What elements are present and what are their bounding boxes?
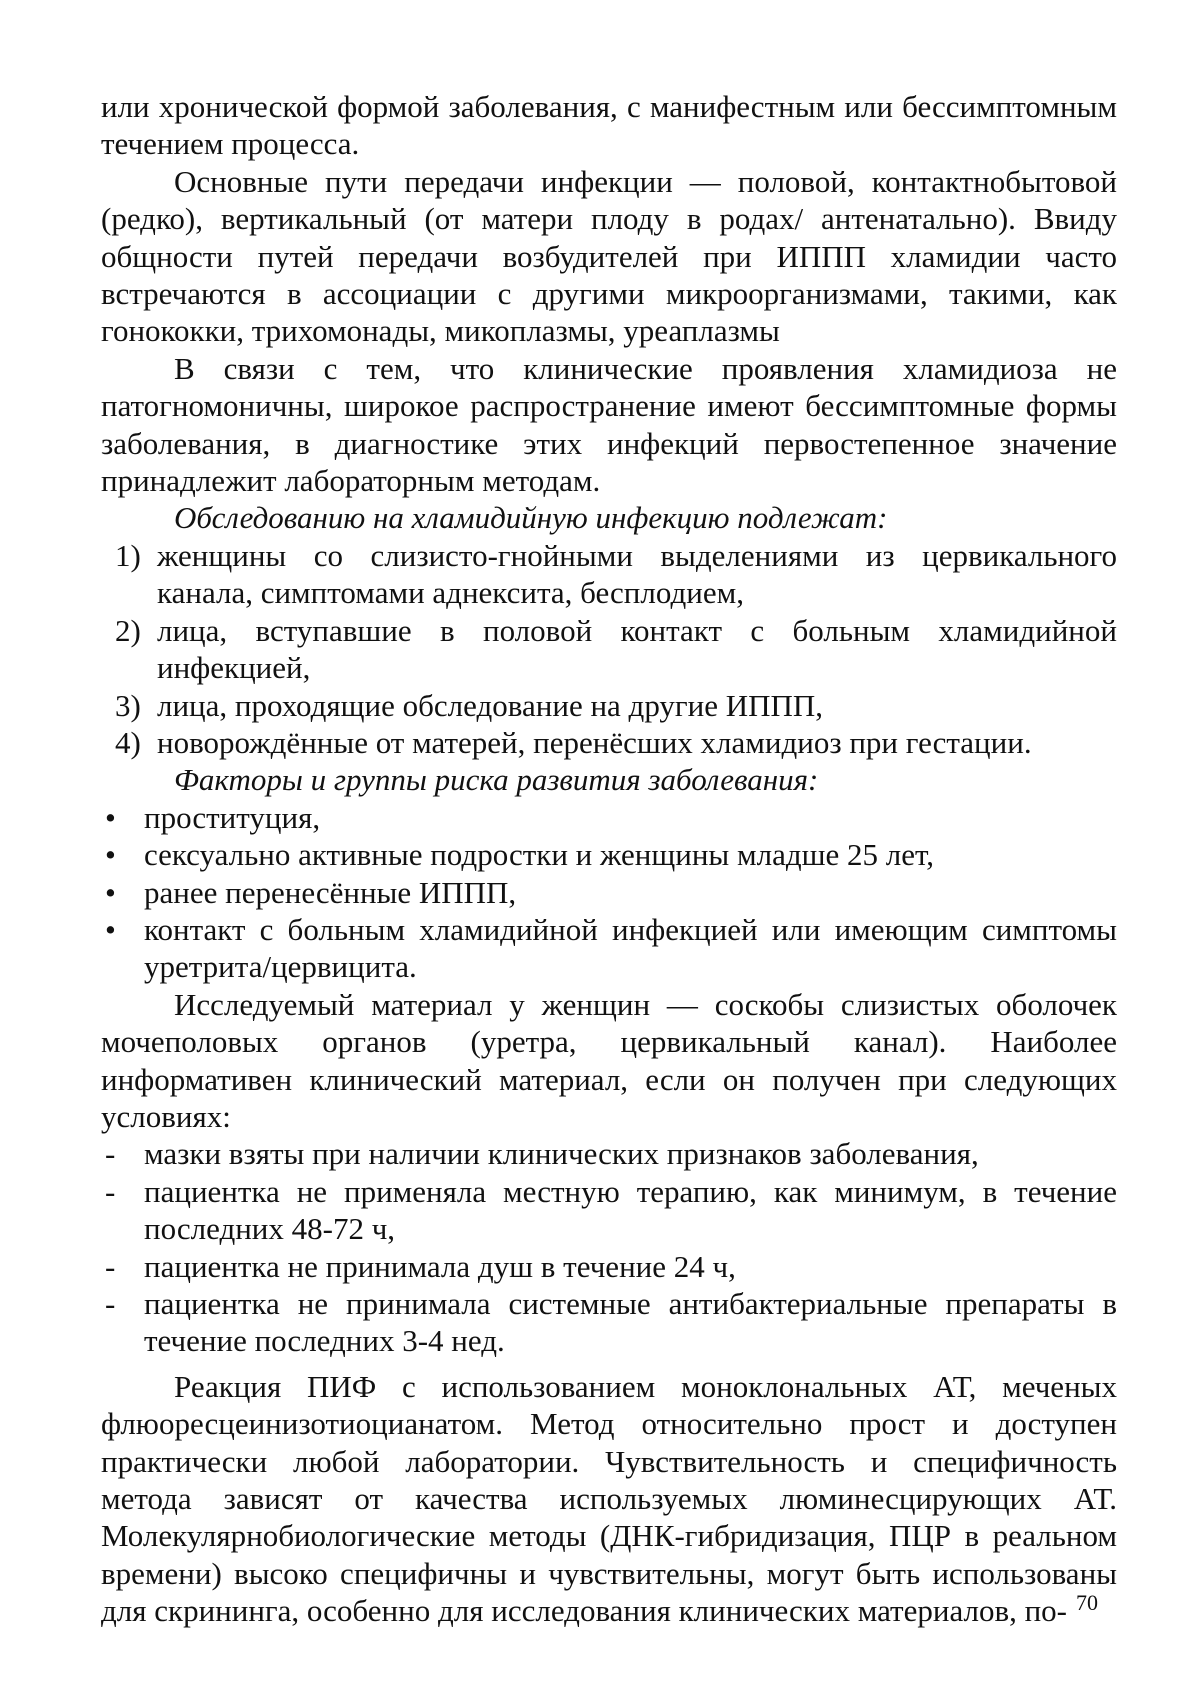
- list-item: [101, 1173, 1117, 1248]
- list-item: [101, 612, 1117, 687]
- bullet-icon: •: [105, 874, 116, 910]
- risk-heading: Факторы и группы риска развития заболевания:: [174, 762, 819, 798]
- list-item-text: пациентка не применяла местную терапию, как минимум, в течение последних 48-72 ч,: [144, 1173, 1117, 1247]
- dash-icon: -: [105, 1136, 116, 1172]
- list-item-text: контакт с больным хламидийной инфекцией или имеющим симптомы уретрита/цервицита.: [144, 911, 1117, 985]
- page-number: 70: [1076, 1590, 1098, 1615]
- list-item-text: пациентка не принимала системные антибактериальные препараты в течение последних 3-4 нед.: [144, 1286, 1117, 1359]
- dash-icon: -: [105, 1286, 116, 1321]
- list-item: [101, 874, 1117, 911]
- list-item: [101, 724, 1117, 761]
- paragraph-continuation: или хронической формой заболевания, с манифестным или бессимптомным течением процесса.: [101, 89, 1117, 162]
- list-item-text: лица, проходящие обследование на другие ИППП,: [157, 687, 824, 723]
- list-item: [101, 537, 1117, 612]
- paragraph-diagnostics: В связи с тем, что клинические проявления хламидиоза не патогномоничны, широкое распространение имеют бессимптомные формы заболевания, в диагностике этих инфекций первостепенное значение принадлежит лабораторным методам.: [101, 350, 1117, 499]
- list-item-text: женщины со слизисто-гнойными выделениями из цервикального канала, симптомами аднексита, бесплодием,: [157, 537, 1117, 611]
- list-item: [101, 687, 1117, 724]
- list-item: [101, 799, 1117, 836]
- list-item: [101, 836, 1117, 873]
- list-item-text: ранее перенесённые ИППП,: [144, 874, 517, 910]
- page-body: [101, 88, 1117, 1630]
- risk-list: [101, 799, 1117, 986]
- bullet-icon: •: [105, 911, 116, 947]
- list-item: [101, 1248, 1117, 1285]
- list-item: [101, 911, 1117, 986]
- list-item-text: проституция,: [144, 799, 321, 835]
- list-item: [101, 1135, 1117, 1172]
- list-item-text: лица, вступавшие в половой контакт с больным хламидийной инфекцией,: [157, 612, 1117, 686]
- list-item-text: пациентка не принимала душ в течение 24 ч,: [144, 1248, 736, 1284]
- dash-icon: -: [105, 1173, 116, 1209]
- list-item: [101, 1285, 1117, 1360]
- paragraph-transmission: Основные пути передачи инфекции — половой, контактнобытовой (редко), вертикальный (от матери плоду в родах/ антенатально). Ввиду общности путей передачи возбудителей при ИППП хламидии часто встречаются в ассоциации с другими микроорганизмами, такими, как гонококки, трихомонады, микоплазмы, уреаплазмы: [101, 163, 1117, 349]
- bullet-icon: •: [105, 837, 116, 873]
- list-item-number: 4): [115, 724, 141, 760]
- conditions-list: [101, 1135, 1117, 1359]
- list-item-text: сексуально активные подростки и женщины младше 25 лет,: [144, 837, 934, 873]
- screening-heading: Обследованию на хламидийную инфекцию подлежат:: [174, 500, 888, 536]
- list-item-number: 3): [115, 687, 141, 723]
- paragraph-material: Исследуемый материал у женщин — соскобы слизистых оболочек мочеполовых органов (уретра, цервикальный канал). Наиболее информативен клинический материал, если он получен при следующих условиях:: [101, 986, 1117, 1134]
- list-item-text: мазки взяты при наличии клинических признаков заболевания,: [144, 1136, 979, 1172]
- list-item-number: 1): [115, 537, 141, 573]
- list-item-number: 2): [115, 612, 141, 648]
- bullet-icon: •: [105, 799, 116, 835]
- list-item-text: новорождённые от матерей, перенёсших хламидиоз при гестации.: [157, 724, 1032, 760]
- paragraph-methods: Реакция ПИФ с использованием моноклональных АТ, меченых флюоресцеинизотиоцианатом. Метод относительно прост и доступен практически любой лаборатории. Чувствительность и специфичность метода зависят от качества используемых люминесцирующих АТ. Молекулярнобиологические методы (ДНК-гибридизация, ПЦР в реальном времени) высоко специфичны и чувствительны, могут быть использованы для скрининга, особенно для исследования клинических материалов, по-: [101, 1368, 1117, 1629]
- dash-icon: -: [105, 1248, 116, 1284]
- screening-list: [101, 537, 1117, 761]
